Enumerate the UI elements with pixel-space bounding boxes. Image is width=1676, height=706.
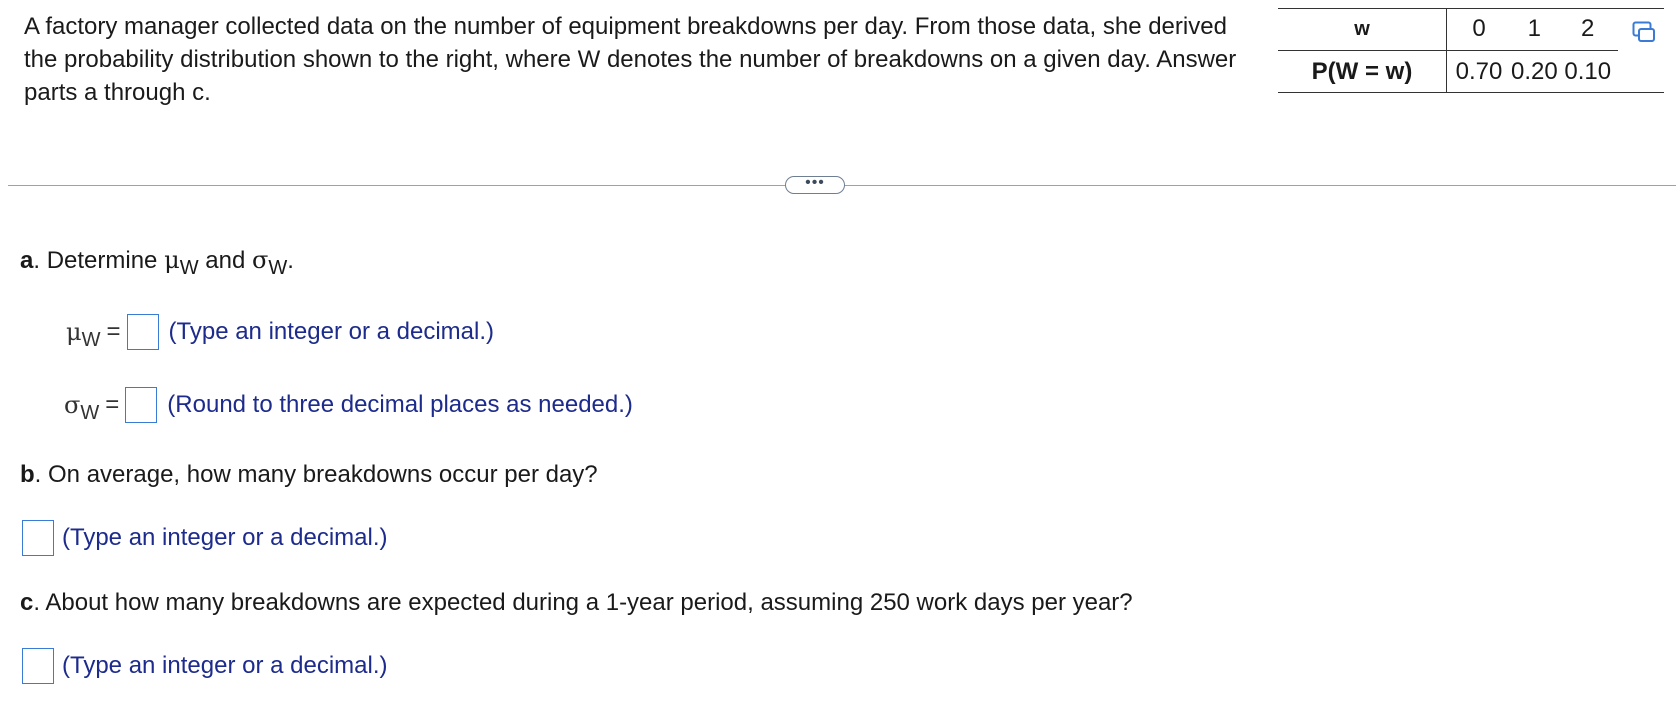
table-header-p: P(W = w) bbox=[1278, 51, 1447, 94]
mu-hint: (Type an integer or a decimal.) bbox=[168, 318, 495, 345]
table-row-p bbox=[1278, 51, 1618, 94]
table-cell-p0: 0.70 bbox=[1455, 58, 1503, 85]
sigma-equals: = bbox=[105, 391, 120, 418]
table-cell-w0: 0 bbox=[1447, 8, 1512, 51]
mu-subscript: W bbox=[179, 257, 199, 279]
part-c-text: . About how many breakdowns are expected during a 1-year period, assuming 250 work days per year? bbox=[33, 589, 1133, 616]
sigma-answer-row bbox=[64, 387, 633, 423]
sigma-symbol: σ bbox=[251, 246, 269, 274]
part-b-answer-input[interactable] bbox=[22, 520, 54, 556]
table-bottom-rule bbox=[1278, 92, 1664, 93]
sigma-subscript: W bbox=[268, 257, 288, 279]
part-a-text: . Determine bbox=[33, 247, 165, 274]
mu-answer-row bbox=[66, 314, 494, 350]
part-b-question bbox=[20, 461, 598, 489]
mu-label bbox=[66, 317, 101, 351]
part-b-text: . On average, how many breakdowns occur per day? bbox=[34, 461, 598, 488]
part-b-hint: (Type an integer or a decimal.) bbox=[62, 524, 388, 551]
part-c-question bbox=[20, 589, 1133, 617]
mu-answer-input[interactable] bbox=[127, 314, 159, 350]
part-c-letter: c bbox=[20, 589, 34, 616]
mu-label-symbol: μ bbox=[66, 317, 82, 346]
probability-distribution-table bbox=[1278, 8, 1618, 93]
table-row-w bbox=[1278, 8, 1618, 51]
problem-intro: A factory manager collected data on the number of equipment breakdowns per day. From those data, she derived the probability distribution shown to the right, where W denotes the number of breakdowns on a given day. Answer parts a through c. bbox=[24, 13, 1237, 106]
part-c-hint: (Type an integer or a decimal.) bbox=[62, 652, 388, 679]
table-cell-w2: 2 bbox=[1558, 8, 1618, 51]
table-header-w: w bbox=[1278, 8, 1447, 51]
sigma-hint: (Round to three decimal places as needed.) bbox=[167, 391, 633, 418]
part-a-and: and bbox=[198, 247, 252, 274]
mu-label-subscript: W bbox=[81, 328, 101, 351]
expand-more-button[interactable]: ••• bbox=[785, 176, 845, 194]
sigma-label-symbol: σ bbox=[64, 390, 81, 419]
sigma-answer-input[interactable] bbox=[125, 387, 157, 423]
part-a-question bbox=[20, 246, 294, 279]
part-a-letter: a bbox=[20, 247, 34, 274]
part-b-letter: b bbox=[20, 461, 35, 488]
sigma-label-subscript: W bbox=[80, 401, 100, 424]
sigma-label bbox=[64, 390, 100, 424]
table-cell-p1: 0.20 bbox=[1511, 58, 1558, 85]
part-b-answer-row bbox=[22, 520, 388, 556]
part-c-answer-input[interactable] bbox=[22, 648, 54, 684]
mu-equals: = bbox=[106, 318, 121, 345]
part-a-end: . bbox=[287, 247, 294, 274]
table-cell-w1: 1 bbox=[1511, 8, 1558, 51]
part-c-answer-row bbox=[22, 648, 388, 684]
copy-table-icon[interactable] bbox=[1632, 21, 1656, 43]
mu-symbol: μ bbox=[164, 246, 180, 274]
table-cell-p2: 0.10 bbox=[1564, 58, 1612, 85]
